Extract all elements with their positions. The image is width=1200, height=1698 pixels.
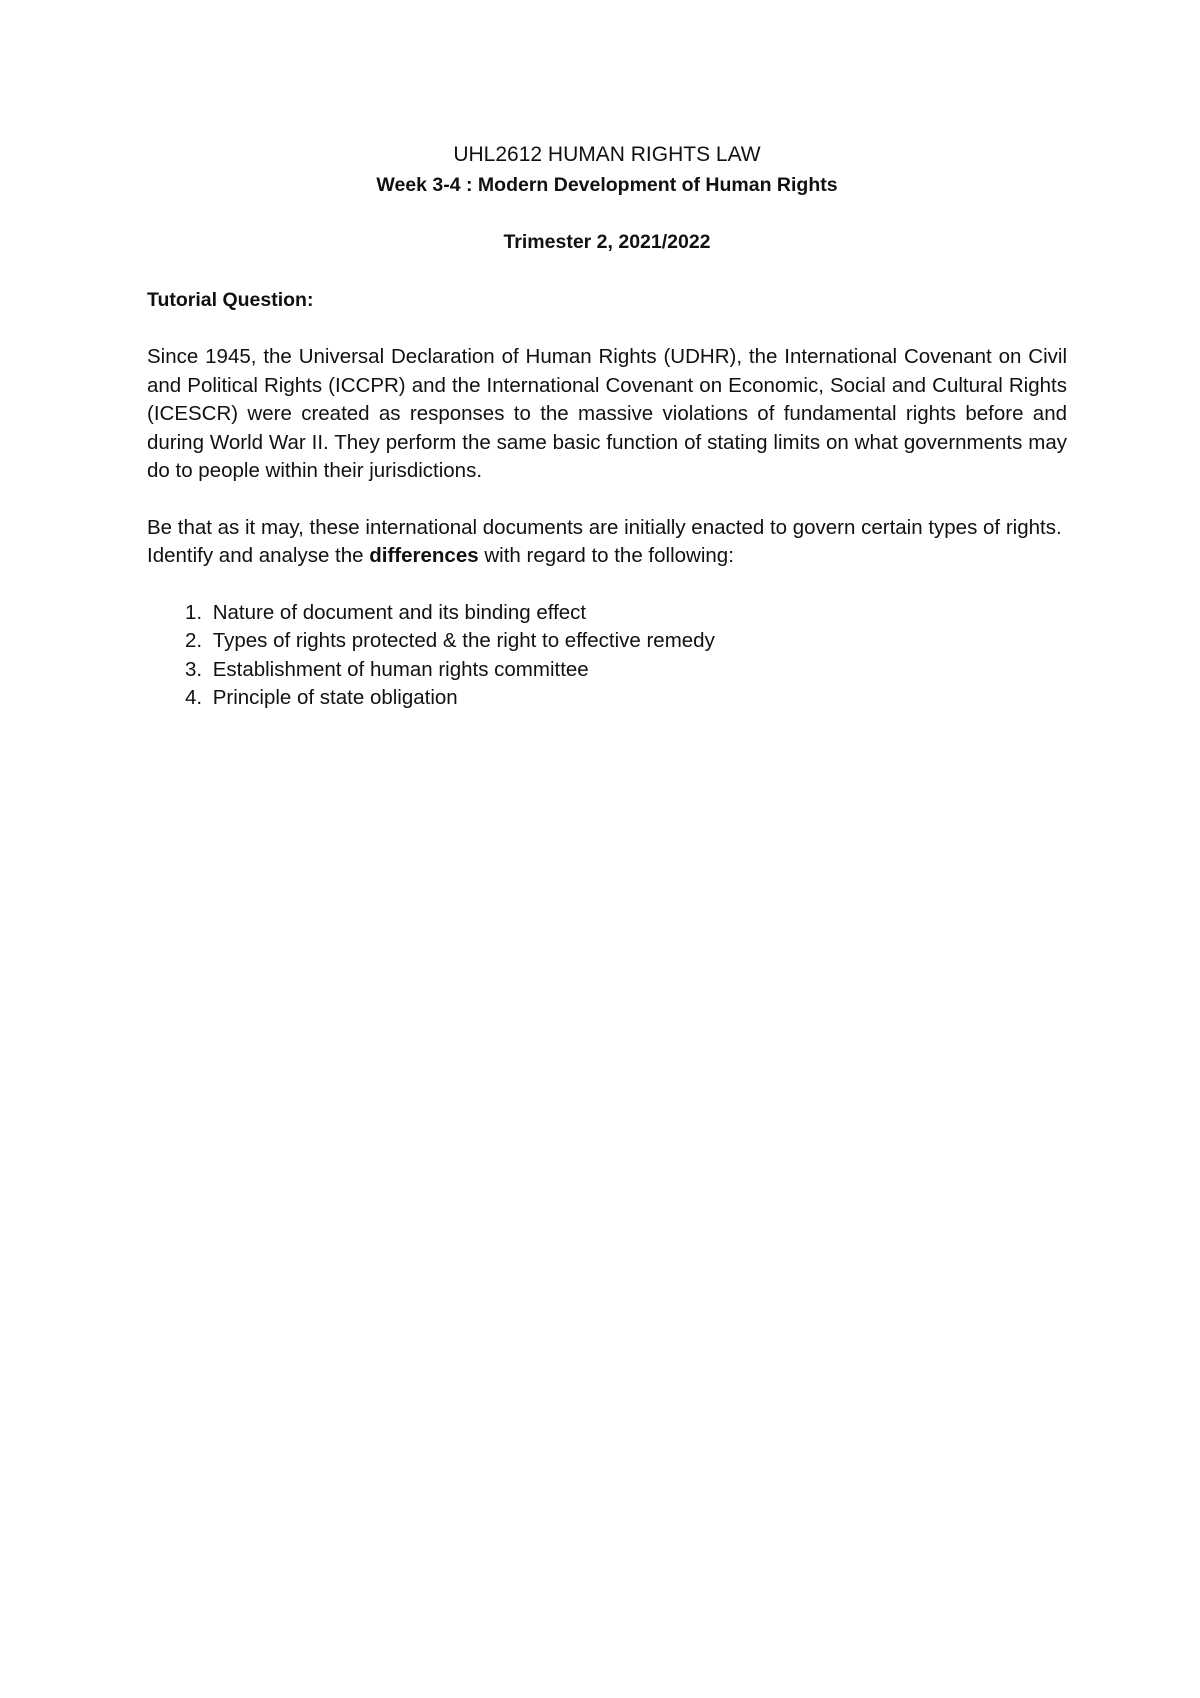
list-item xyxy=(185,656,1067,685)
intro-paragraph: Since 1945, the Universal Declaration of Human Rights (UDHR), the International Covenant on Civil and Political Rights (ICCPR) and the International Covenant on Economic, Social and Cultural Rights (ICESCR) were created as responses to the massive violations of fundamental rights before and during World War II. They perform the same basic function of stating limits on what governments may do to people within their jurisdictions. xyxy=(147,345,1067,482)
list-item-number: 4. xyxy=(185,686,203,709)
list-item xyxy=(185,684,1067,713)
course-title: UHL2612 HUMAN RIGHTS LAW xyxy=(453,143,761,166)
list-item-number: 2. xyxy=(185,629,203,652)
document-content xyxy=(147,140,1067,713)
trimester-label: Trimester 2, 2021/2022 xyxy=(503,231,711,253)
list-item-text: Nature of document and its binding effect xyxy=(212,600,587,624)
list-item-text: Types of rights protected & the right to effective remedy xyxy=(212,629,715,652)
tutorial-question-heading: Tutorial Question: xyxy=(147,289,314,311)
question-paragraph xyxy=(147,514,1067,571)
list-item-text: Principle of state obligation xyxy=(212,686,458,709)
question-list xyxy=(147,599,1067,713)
list-item-text: Establishment of human rights committee xyxy=(212,657,589,681)
list-item-number: 1. xyxy=(185,600,203,624)
question-text-start: Be that as it may, these international documents are initially enacted to govern certain types of rights. Identify and analyse the xyxy=(147,515,1062,567)
emphasis-differences: differences xyxy=(369,544,479,567)
list-item xyxy=(185,599,1067,628)
week-title: Week 3-4 : Modern Development of Human Rights xyxy=(376,174,838,196)
question-text-end: with regard to the following: xyxy=(478,544,734,567)
list-item xyxy=(185,627,1067,656)
list-item-number: 3. xyxy=(185,657,203,681)
